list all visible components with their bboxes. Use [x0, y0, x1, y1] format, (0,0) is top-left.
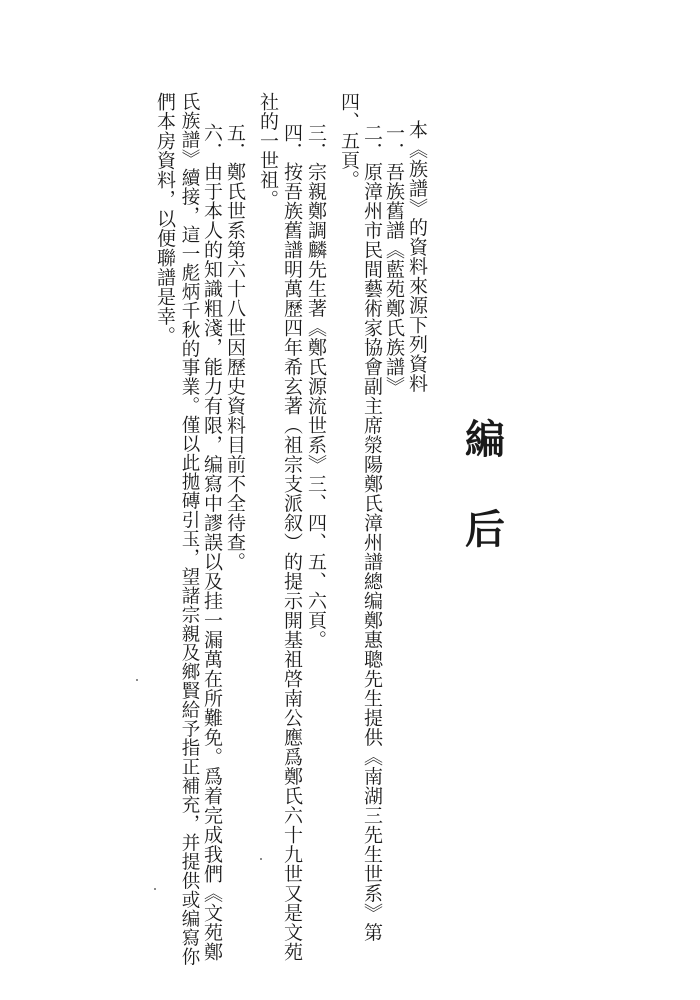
title-char-1: 編: [465, 416, 505, 463]
text-column-item-4-cont: 社的一世祖。: [257, 92, 279, 209]
text-column-item-2: 二．原漳州市民間藝術家協會副主席滎陽鄭氏漳州譜總编鄭惠聰先生提供《南湖三先生世系》第: [361, 123, 383, 942]
text-column-item-3: 三．宗親鄭調麟先生著《鄭氏源流世系》三、四、五、六頁。: [305, 123, 327, 650]
scan-speck: [154, 888, 156, 890]
title-char-2: 后: [465, 506, 505, 553]
text-column-intro: 本《族譜》的資料來源下列資料: [406, 120, 428, 393]
scan-speck: [136, 679, 138, 681]
text-column-item-6-cont-1: 氏族譜》續接，這一彪炳千秋的事業。僅以此拋磚引玉，望諸宗親及鄉賢給予指正補充，并提供或编寫你: [179, 92, 200, 966]
scan-speck: [260, 858, 262, 860]
text-column-item-6: 六．由于本人的知識粗淺，能力有限，编寫中謬誤以及挂一漏萬在所難免。爲着完成我們《文苑鄭: [201, 123, 223, 962]
text-column-item-5: 五．鄭氏世系第六十八世因歷史資料目前不全待查。: [224, 123, 246, 572]
text-column-item-4: 四．按吾族舊譜明萬歷四年希玄著（祖宗支派叙）的提示開基祖啓南公應爲鄭氏六十九世又是文苑: [281, 123, 303, 962]
page-title: [455, 416, 515, 553]
text-column-item-6-cont-2: 們本房資料，以便聯譜是幸。: [154, 92, 176, 346]
text-column-item-2-cont: 四、五頁。: [338, 92, 360, 190]
text-column-item-1: 一．吾族舊譜《藍苑鄭氏族譜》: [383, 123, 405, 396]
